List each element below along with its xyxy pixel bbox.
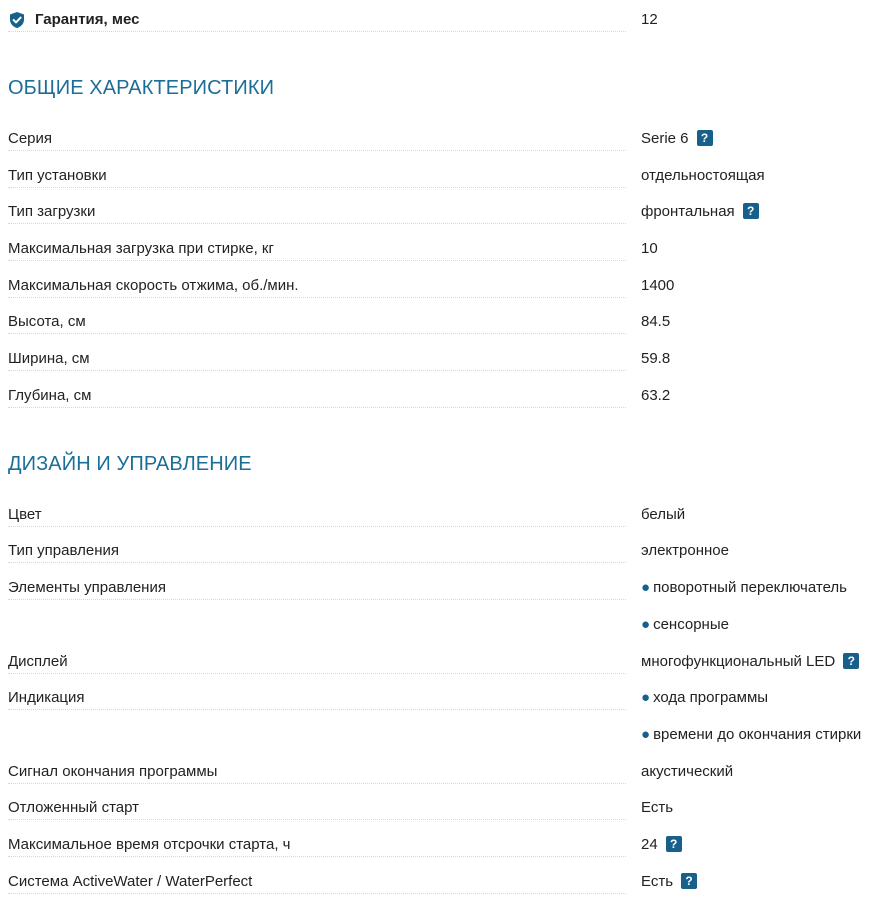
spec-label: Дисплей [8, 652, 82, 672]
spec-row-display [8, 652, 888, 680]
spec-value: 24 ? [641, 835, 682, 855]
spec-value: 10 [641, 240, 658, 257]
bullet-icon: ● [641, 616, 651, 633]
dot-leader [8, 709, 626, 710]
section-title-general: ОБЩИЕ ХАРАКТЕРИСТИКИ [8, 77, 275, 99]
bullet-icon: ● [641, 579, 651, 596]
bullet-icon: ● [641, 726, 651, 743]
spec-row-depth [8, 386, 888, 414]
spec-label: Глубина, см [8, 386, 105, 406]
spec-label: Гарантия, мес [8, 10, 153, 30]
spec-label: Цвет [8, 505, 56, 525]
dot-leader [8, 783, 626, 784]
spec-value: Есть [641, 799, 674, 816]
spec-row-activewater [8, 872, 888, 900]
spec-row-series [8, 129, 888, 157]
spec-row-height [8, 312, 888, 340]
spec-value-list-item: ● сенсорные [641, 616, 729, 633]
dot-leader [8, 526, 626, 527]
spec-label: Сигнал окончания программы [8, 762, 231, 782]
spec-value-list-item: ● поворотный переключатель [641, 579, 848, 596]
help-icon[interactable]: ? [697, 130, 713, 146]
dot-leader [8, 150, 626, 151]
spec-label: Элементы управления [8, 578, 180, 598]
spec-label: Система ActiveWater / WaterPerfect [8, 872, 266, 892]
spec-value: электронное [641, 542, 729, 559]
spec-row-indication [8, 688, 888, 716]
spec-value: акустический [641, 763, 734, 780]
spec-row-installation-type [8, 166, 888, 194]
spec-value: фронтальная ? [641, 202, 759, 222]
dot-leader [8, 407, 626, 408]
spec-value: белый [641, 506, 686, 523]
spec-row-warranty [8, 10, 888, 38]
spec-value-list-item: ● времени до окончания стирки [641, 726, 862, 743]
dot-leader [8, 370, 626, 371]
spec-row-loading-type [8, 202, 888, 230]
spec-row-color [8, 505, 888, 533]
spec-value: 84.5 [641, 313, 671, 330]
dot-leader [8, 856, 626, 857]
help-icon[interactable]: ? [681, 873, 697, 889]
spec-label: Отложенный старт [8, 798, 153, 818]
spec-value: Есть ? [641, 872, 697, 892]
help-icon[interactable]: ? [743, 203, 759, 219]
spec-value: Serie 6 ? [641, 129, 713, 149]
spec-label: Тип установки [8, 166, 121, 186]
spec-label: Индикация [8, 688, 99, 708]
spec-label: Тип загрузки [8, 202, 109, 222]
spec-label: Серия [8, 129, 66, 149]
spec-label: Максимальная скорость отжима, об./мин. [8, 276, 313, 296]
dot-leader [8, 187, 626, 188]
dot-leader [8, 333, 626, 334]
spec-row-controls [8, 578, 888, 606]
dot-leader [8, 819, 626, 820]
bullet-icon: ● [641, 689, 651, 706]
spec-label: Максимальное время отсрочки старта, ч [8, 835, 304, 855]
spec-row-controls-cont [8, 615, 888, 643]
spec-value: 59.8 [641, 350, 671, 367]
dot-leader [8, 297, 626, 298]
spec-value: многофункциональный LED ? [641, 652, 859, 672]
spec-value: отдельностоящая [641, 167, 765, 184]
dot-leader [8, 223, 626, 224]
dot-leader [8, 599, 626, 600]
spec-label: Ширина, см [8, 349, 104, 369]
spec-label: Тип управления [8, 541, 133, 561]
help-icon[interactable]: ? [666, 836, 682, 852]
spec-row-indication-cont [8, 725, 888, 753]
spec-value: 12 [641, 11, 658, 28]
spec-row-control-type [8, 541, 888, 569]
spec-row-width [8, 349, 888, 377]
spec-row-spin-speed [8, 276, 888, 304]
spec-row-end-signal [8, 762, 888, 790]
dot-leader [8, 31, 626, 32]
spec-value-list-item: ● хода программы [641, 689, 769, 706]
spec-value: 1400 [641, 277, 675, 294]
help-icon[interactable]: ? [843, 653, 859, 669]
section-title-design: ДИЗАЙН И УПРАВЛЕНИЕ [8, 453, 252, 475]
spec-row-max-delay [8, 835, 888, 863]
dot-leader [8, 893, 626, 894]
dot-leader [8, 562, 626, 563]
spec-row-delayed-start [8, 798, 888, 826]
dot-leader [8, 673, 626, 674]
dot-leader [8, 260, 626, 261]
spec-label: Высота, см [8, 312, 100, 332]
spec-label: Максимальная загрузка при стирке, кг [8, 239, 288, 259]
spec-value: 63.2 [641, 387, 671, 404]
spec-row-max-load [8, 239, 888, 267]
